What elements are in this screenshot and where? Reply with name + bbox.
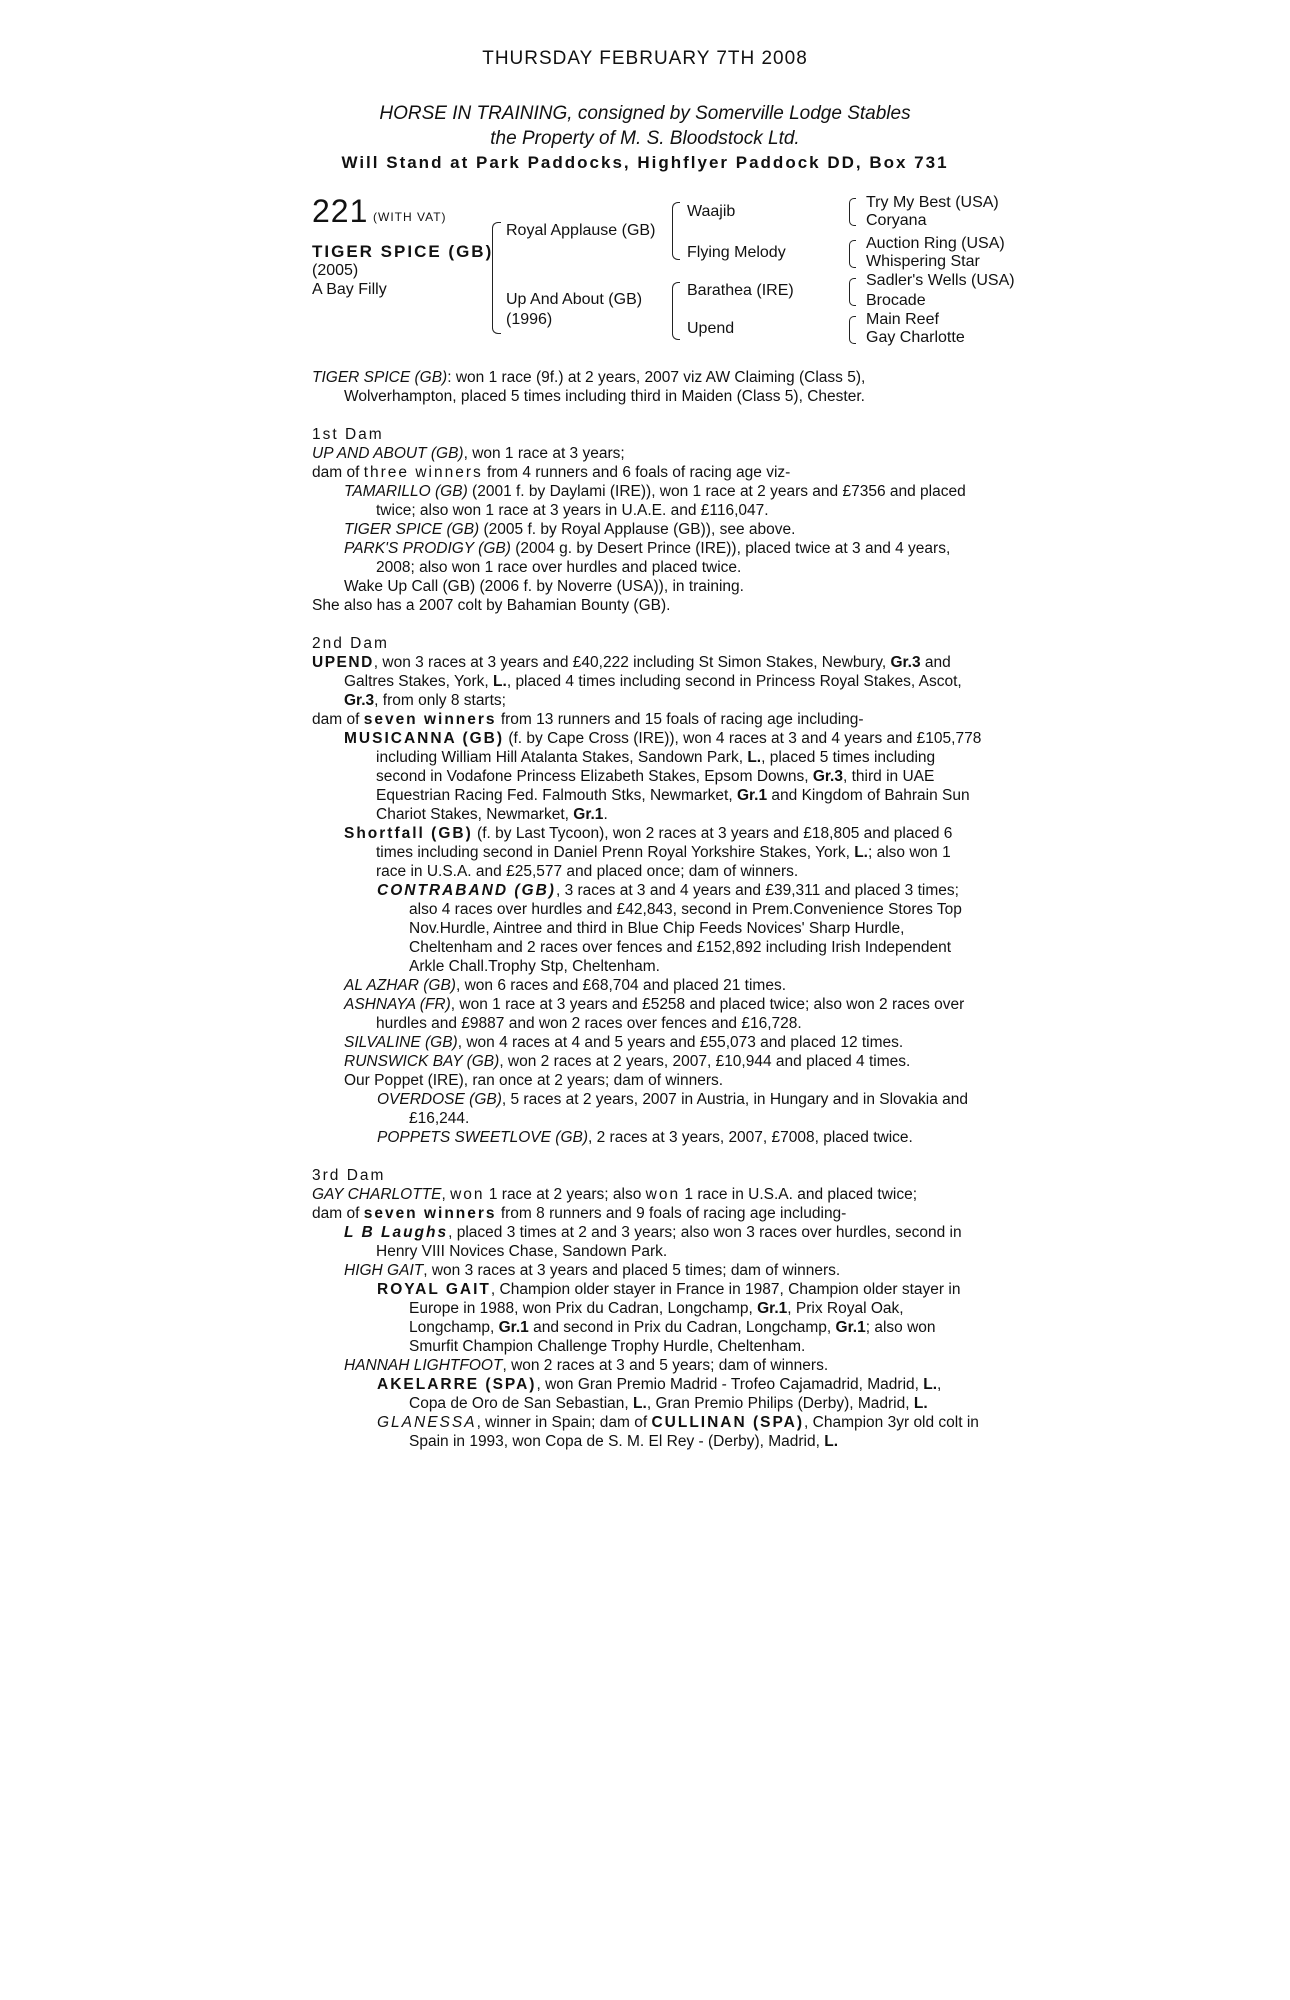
record-text: , placed 4 times including second in Princess Royal Stakes, Ascot, (506, 673, 962, 690)
grade-label: L. (854, 844, 868, 861)
offspring-text: (f. by Cape Cross (IRE)), won 4 races at 3 and 4 years and £105,778 including William Hill Atalanta Stakes, Sandown Park, (376, 730, 982, 766)
dam: Up And About (GB) (506, 291, 643, 308)
offspring-name: MUSICANNA (GB) (344, 730, 505, 747)
offspring-text: , won 3 races at 3 years and placed 5 times; dam of winners. (423, 1262, 841, 1279)
offspring-name: L B Laughs (344, 1224, 449, 1241)
offspring-entry (344, 482, 982, 520)
offspring-text: , Champion 3yr old colt in Spain in 1993, won Copa de S. M. El Rey - (Derby), Madrid, (409, 1414, 979, 1450)
pedigree-brace (672, 202, 680, 260)
offspring-text: , winner in Spain; dam of (476, 1414, 652, 1431)
offspring-entry (344, 1033, 982, 1052)
first-dam-name: UP AND ABOUT (GB) (312, 445, 464, 462)
second-dam-heading: 2nd Dam (312, 635, 389, 652)
first-dam-colt-note: She also has a 2007 colt by Bahamian Bounty (GB). (312, 597, 671, 614)
sale-date: THURSDAY FEBRUARY 7TH 2008 (482, 48, 808, 69)
offspring-text: , placed 5 times including second in Vodafone Princess Elizabeth Stakes, Epsom Downs, (376, 749, 936, 785)
grade-label: L. (633, 1395, 647, 1412)
grade-label: L. (913, 1395, 928, 1412)
first-dam-record-text: , won 1 race at 3 years; (463, 445, 625, 462)
offspring-name: HIGH GAIT (344, 1262, 424, 1279)
offspring-name: ROYAL GAIT (377, 1281, 491, 1298)
offspring-entry (344, 539, 982, 577)
produce-winners: three winners (363, 464, 483, 481)
horse-summary (312, 368, 982, 406)
offspring-entry (344, 1052, 982, 1071)
horse-description: A Bay Filly (312, 281, 387, 298)
record-text: , won 3 races at 3 years and £40,222 including St Simon Stakes, Newbury, (373, 654, 891, 671)
ancestor-4: Whispering Star (866, 253, 980, 270)
horse-name: TIGER SPICE (GB) (312, 242, 494, 261)
ancestor-5: Sadler's Wells (USA) (866, 272, 1015, 289)
offspring-name: AKELARRE (SPA) (377, 1376, 537, 1393)
sire-dam: Flying Melody (687, 244, 786, 261)
offspring-entry (344, 729, 982, 824)
grade-label: L. (824, 1433, 839, 1450)
offspring-name: Shortfall (GB) (344, 825, 473, 842)
offspring-text: , 3 races at 3 and 4 years and £39,311 and placed 3 times; also 4 races over hurdles and £42,843, second in Prem.Convenience Stores Top Nov.Hurdle, Aintree and third in Blue Chip Feeds Novices' Sharp Hurdle, Cheltenham and 2 races over fences and £152,892 including Irish Independent Arkle Chall.Trophy Stp, Cheltenham. (409, 882, 962, 975)
offspring-text: , won 2 races at 2 years, 2007, £10,944 and placed 4 times. (499, 1053, 911, 1070)
grade-label: Gr.3 (344, 692, 375, 709)
ancestor-7: Main Reef (866, 311, 939, 328)
offspring-text: , won 6 races and £68,704 and placed 21 times. (455, 977, 786, 994)
pedigree-brace (849, 278, 856, 306)
offspring-text: , placed 3 times at 2 and 3 years; also won 3 races over hurdles, second in Henry VIII Novices Chase, Sandown Park. (376, 1224, 962, 1260)
third-dam-name: GAY CHARLOTTE (312, 1186, 442, 1203)
dam-dam: Upend (687, 320, 735, 337)
first-dam-heading: 1st Dam (312, 426, 384, 443)
produce-text-cont: from 13 runners and 15 foals of racing age including- (496, 711, 864, 728)
horse-year: (2005) (312, 262, 359, 279)
offspring-text: , won 1 race at 3 years and £5258 and placed twice; also won 2 races over hurdles and £9887 and won 2 races over fences and £16,728. (376, 996, 965, 1032)
offspring-entry (344, 1223, 982, 1261)
record-text: 1 race at 2 years; also (484, 1186, 646, 1203)
ancestor-2: Coryana (866, 212, 927, 229)
pedigree-brace (849, 240, 856, 268)
offspring-entry: Our Poppet (IRE), ran once at 2 years; dam of winners. (344, 1072, 724, 1089)
offspring-text: and Kingdom of Bahrain Sun Chariot Stakes, Newmarket, (376, 787, 970, 823)
grade-label: L. (493, 673, 507, 690)
grade-label: Gr.3 (812, 768, 843, 785)
grade-label: Gr.1 (736, 787, 768, 804)
offspring-text: , third in UAE Equestrian Racing Fed. Falmouth Stks, Newmarket, (376, 768, 935, 804)
offspring-text: . (603, 806, 608, 823)
offspring-text: , Copa de Oro de San Sebastian, (409, 1376, 942, 1412)
offspring-name: POPPETS SWEETLOVE (GB) (377, 1129, 589, 1146)
third-dam-record (312, 1185, 982, 1204)
grand-offspring-entry (377, 881, 982, 976)
location-line: Will Stand at Park Paddocks, Highflyer Paddock DD, Box 731 (341, 153, 949, 172)
catalogue-body (312, 368, 982, 1451)
offspring-name: SILVALINE (GB) (344, 1034, 458, 1051)
first-dam-produce (312, 463, 982, 482)
offspring-entry (344, 520, 982, 539)
offspring-name: GLANESSA (377, 1414, 477, 1431)
grade-label: Gr.1 (573, 806, 604, 823)
grade-label: L. (923, 1376, 938, 1393)
second-dam-produce (312, 710, 982, 729)
pedigree-brace (849, 316, 856, 344)
property-line: the Property of M. S. Bloodstock Ltd. (490, 128, 800, 149)
offspring-entry (344, 1356, 982, 1375)
offspring-entry (344, 995, 982, 1033)
produce-text: dam of (312, 1205, 364, 1222)
record-text: , from only 8 starts; (374, 692, 506, 709)
offspring-name: RUNSWICK BAY (GB) (344, 1053, 500, 1070)
grand-offspring-entry (377, 1128, 982, 1147)
offspring-name: AL AZHAR (GB) (344, 977, 456, 994)
second-dam-name: UPEND (312, 654, 374, 671)
pedigree-brace (492, 222, 501, 334)
produce-text-cont: from 4 runners and 6 foals of racing age viz- (482, 464, 791, 481)
grade-label: Gr.1 (498, 1319, 529, 1336)
produce-text: dam of (312, 464, 364, 481)
offspring-text: , Prix Royal Oak, Longchamp, (409, 1300, 904, 1336)
record-text: 1 race in U.S.A. and placed twice; (680, 1186, 918, 1203)
grade-label: L. (747, 749, 762, 766)
grand-offspring-entry (377, 1413, 982, 1451)
sire: Royal Applause (GB) (506, 222, 656, 239)
offspring-text: (2004 g. by Desert Prince (IRE)), placed twice at 3 and 4 years, 2008; also won 1 race over hurdles and placed twice. (376, 540, 951, 576)
lot-number: 221 (312, 193, 369, 229)
record-text: won (645, 1186, 681, 1203)
offspring-text: , 5 races at 2 years, 2007 in Austria, in Hungary and in Slovakia and £16,244. (409, 1091, 969, 1127)
offspring-text: , won Gran Premio Madrid - Trofeo Cajamadrid, Madrid, (536, 1376, 924, 1393)
offspring-text: (f. by Last Tycoon), won 2 races at 3 years and £18,805 and placed 6 times including second in Daniel Prenn Royal Yorkshire Stakes, York, (376, 825, 953, 861)
ancestor-1: Try My Best (USA) (866, 194, 999, 211)
offspring-name: PARK'S PRODIGY (GB) (344, 540, 511, 557)
offspring-text: (2001 f. by Daylami (IRE)), won 1 race at 2 years and £7356 and placed twice; also won 1 race at 3 years in U.A.E. and £116,047. (376, 483, 966, 519)
summary-horse-name: TIGER SPICE (GB) (312, 369, 448, 386)
record-text: , (441, 1186, 451, 1203)
offspring-entry (344, 824, 982, 881)
third-dam-produce (312, 1204, 982, 1223)
offspring-name: TIGER SPICE (GB) (344, 521, 480, 538)
ancestor-3: Auction Ring (USA) (866, 235, 1005, 252)
record-text: won (450, 1186, 485, 1203)
grade-label: Gr.1 (757, 1300, 788, 1317)
summary-text: : won 1 race (9f.) at 2 years, 2007 viz AW Claiming (Class 5), (447, 369, 866, 386)
pedigree-brace (672, 282, 680, 340)
offspring-text: , Champion older stayer in France in 1987, Champion older stayer in Europe in 1988, won Prix du Cadran, Longchamp, (409, 1281, 961, 1317)
grand-offspring-entry (377, 1280, 982, 1356)
second-dam-record (312, 653, 982, 710)
dam-year: (1996) (506, 311, 553, 328)
offspring-text: (2005 f. by Royal Applause (GB)), see above. (479, 521, 796, 538)
offspring-text: , Gran Premio Philips (Derby), Madrid, (646, 1395, 914, 1412)
grade-label: Gr.3 (890, 654, 921, 671)
third-dam-heading: 3rd Dam (312, 1167, 386, 1184)
ancestor-6: Brocade (866, 292, 926, 309)
offspring-name: CULLINAN (SPA) (651, 1414, 805, 1431)
produce-text-cont: from 8 runners and 9 foals of racing age including- (496, 1205, 847, 1222)
offspring-entry (344, 1261, 982, 1280)
grade-label: Gr.1 (835, 1319, 866, 1336)
vat-note: (WITH VAT) (373, 210, 447, 224)
produce-winners: seven winners (363, 711, 497, 728)
record-text: and Galtres Stakes, York, (344, 654, 951, 690)
grand-offspring-entry (377, 1090, 982, 1128)
ancestor-8: Gay Charlotte (866, 329, 965, 346)
offspring-name: OVERDOSE (GB) (377, 1091, 502, 1108)
dam-sire: Barathea (IRE) (687, 282, 794, 299)
offspring-text: ; also won Smurfit Champion Challenge Trophy Hurdle, Cheltenham. (409, 1319, 936, 1355)
pedigree-brace (849, 198, 856, 226)
sire-sire: Waajib (687, 203, 736, 220)
offspring-text: ; also won 1 race in U.S.A. and £25,577 and placed once; dam of winners. (376, 844, 951, 880)
offspring-name: HANNAH LIGHTFOOT (344, 1357, 503, 1374)
produce-text: dam of (312, 711, 364, 728)
offspring-text: , won 4 races at 4 and 5 years and £55,073 and placed 12 times. (457, 1034, 904, 1051)
offspring-text: and second in Prix du Cadran, Longchamp, (528, 1319, 836, 1336)
offspring-name: TAMARILLO (GB) (344, 483, 468, 500)
offspring-text: , won 2 races at 3 and 5 years; dam of winners. (502, 1357, 829, 1374)
offspring-entry: Wake Up Call (GB) (2006 f. by Noverre (USA)), in training. (344, 578, 744, 595)
offspring-text: , 2 races at 3 years, 2007, £7008, placed twice. (588, 1129, 913, 1146)
offspring-name: CONTRABAND (GB) (377, 882, 556, 899)
consignor-line: HORSE IN TRAINING, consigned by Somerville Lodge Stables (379, 103, 911, 124)
summary-text-cont: Wolverhampton, placed 5 times including third in Maiden (Class 5), Chester. (344, 388, 865, 405)
offspring-name: ASHNAYA (FR) (344, 996, 451, 1013)
offspring-entry (344, 976, 982, 995)
first-dam-record (312, 444, 982, 463)
produce-winners: seven winners (363, 1205, 497, 1222)
grand-offspring-entry (377, 1375, 982, 1413)
